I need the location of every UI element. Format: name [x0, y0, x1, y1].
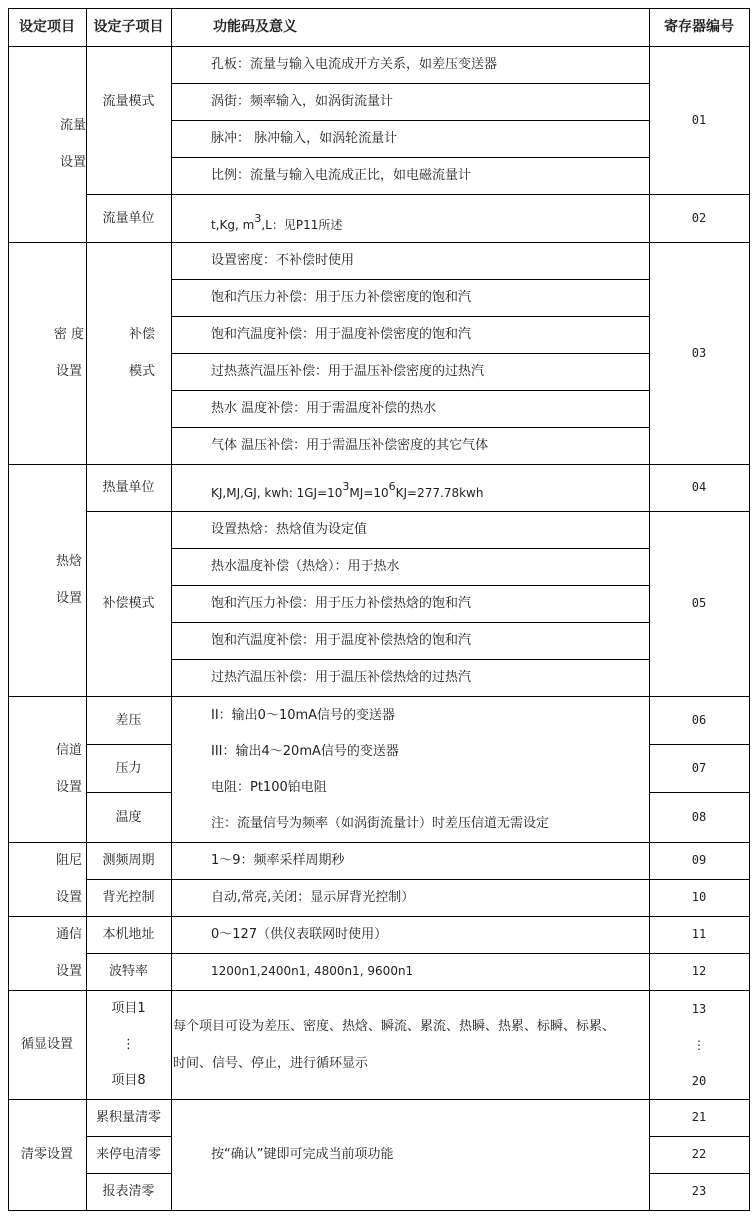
enthalpy-option: 过热汽温压补偿：用于温压补偿热焓的过热汽 — [211, 670, 472, 685]
cycle-description-line2: 时间、信号、停止，进行循环显示 — [173, 1056, 369, 1071]
damping-register: 09 — [691, 853, 707, 867]
enthalpy-mode-register: 05 — [691, 596, 707, 610]
grid-line — [86, 194, 750, 195]
channel-line: 电阻：Pt100铂电阻 — [211, 780, 327, 795]
address-description: 0～127（供仪表联网时使用） — [211, 927, 388, 942]
density-option: 气体 温压补偿：用于需温压补偿密度的其它气体 — [211, 438, 489, 453]
grid-line — [8, 464, 750, 465]
grid-line — [86, 792, 172, 793]
channel-line: II：输出0～10mA信号的变送器 — [211, 708, 396, 723]
grid-line — [171, 157, 650, 158]
grid-line — [8, 696, 750, 697]
clear-register-21: 21 — [691, 1110, 707, 1124]
cycle-register-last: 20 — [691, 1073, 707, 1088]
enthalpy-label-line2: 设置 — [55, 591, 82, 606]
flow-unit-superscript: 3 — [254, 211, 262, 225]
cycle-registers — [649, 990, 749, 1099]
grid-line — [649, 8, 650, 1211]
grid-line — [8, 1210, 750, 1211]
channel-register-07: 07 — [691, 760, 707, 775]
heat-unit-description — [171, 464, 649, 511]
grid-line — [86, 511, 750, 512]
enthalpy-label-line1: 热焓 — [55, 554, 82, 569]
grid-line — [8, 842, 750, 843]
channel-register-06: 06 — [691, 712, 707, 727]
cycle-description — [171, 1008, 649, 1082]
flow-mode-option: 孔板：流量与输入电流成开方关系，如差压变送器 — [211, 57, 498, 72]
damping-label-line1: 阻尼 — [55, 853, 82, 868]
cycle-description-line1: 每个项目可设为差压、密度、热焓、瞬流、累流、热瞬、热累、标瞬、标累、 — [173, 1019, 616, 1034]
density-option: 设置密度：不补偿时使用 — [211, 253, 355, 268]
clear-register-22: 22 — [691, 1147, 707, 1161]
cycle-item-first: 项目1 — [111, 1000, 146, 1016]
enthalpy-option: 饱和汽压力补偿：用于压力补偿热焓的饱和汽 — [211, 596, 472, 611]
flow-unit-text: t,Kg, m — [211, 217, 255, 232]
channel-sub-diff-pressure: 差压 — [115, 712, 142, 728]
header-function-code: 功能码及意义 — [213, 18, 297, 35]
grid-line — [86, 1173, 172, 1174]
grid-line — [171, 279, 650, 280]
grid-line — [86, 8, 87, 1211]
grid-line — [8, 8, 750, 9]
grid-line — [8, 916, 750, 917]
density-register: 03 — [691, 345, 707, 360]
cycle-item-last: 项目8 — [111, 1072, 146, 1088]
cycle-item-ellipsis: ⋮ — [122, 1036, 135, 1052]
comm-label-line1: 通信 — [55, 927, 82, 942]
grid-line — [86, 879, 750, 880]
grid-line — [171, 353, 650, 354]
density-sub-line1: 补偿 — [128, 327, 155, 342]
flow-mode-option: 脉冲： 脉冲输入，如涡轮流量计 — [211, 131, 398, 146]
flow-label-line2: 设置 — [59, 155, 86, 170]
enthalpy-option: 饱和汽温度补偿：用于温度补偿热焓的饱和汽 — [211, 633, 472, 648]
grid-line — [171, 8, 172, 1211]
clear-sub-power-outage: 来停电清零 — [95, 1147, 161, 1162]
grid-line — [171, 83, 650, 84]
density-option: 热水 温度补偿：用于需温度补偿的热水 — [211, 401, 437, 416]
channel-label-line2: 设置 — [55, 780, 82, 795]
channel-sub-temperature: 温度 — [115, 809, 142, 825]
enthalpy-option: 设置热焓：热焓值为设定值 — [211, 522, 368, 537]
clear-sub-accumulated: 累积量清零 — [95, 1110, 161, 1125]
channel-register-08: 08 — [691, 809, 707, 824]
heat-unit-label: 热量单位 — [102, 480, 155, 495]
channel-note: 注：流量信号为频率（如涡街流量计）时差压信道无需设定 — [211, 816, 550, 831]
header-setting-item: 设定项目 — [19, 18, 75, 35]
heat-unit-text-2: MJ=10 — [349, 486, 389, 500]
clear-sub-report: 报表清零 — [102, 1184, 155, 1199]
header-register-number: 寄存器编号 — [664, 18, 734, 35]
grid-line — [8, 990, 750, 991]
baud-sub-label: 波特率 — [108, 964, 148, 979]
grid-line — [649, 1136, 750, 1137]
baud-register: 12 — [691, 964, 707, 978]
density-option: 过热蒸汽温压补偿：用于温压补偿密度的过热汽 — [211, 364, 485, 379]
cycle-register-ellipsis: ⋮ — [693, 1037, 705, 1052]
flow-mode-option: 涡街：频率输入，如涡街流量计 — [211, 94, 394, 109]
grid-line — [171, 120, 650, 121]
channel-line: III：输出4～20mA信号的变送器 — [211, 744, 399, 759]
density-sub-line2: 模式 — [128, 364, 155, 379]
channel-sub-pressure: 压力 — [115, 760, 142, 776]
heat-unit-superscript-1: 3 — [342, 480, 350, 493]
flow-mode-label: 流量模式 — [102, 93, 155, 109]
address-register: 11 — [691, 927, 707, 941]
grid-line — [86, 953, 750, 954]
grid-line — [8, 242, 750, 243]
grid-line — [171, 427, 650, 428]
grid-line — [171, 390, 650, 391]
cycle-register-first: 13 — [691, 1001, 707, 1016]
enthalpy-mode-label: 补偿模式 — [102, 596, 155, 611]
grid-line — [8, 46, 750, 47]
grid-line — [171, 659, 650, 660]
density-option: 饱和汽温度补偿：用于温度补偿密度的饱和汽 — [211, 327, 472, 342]
grid-line — [8, 8, 9, 1211]
grid-line — [86, 1136, 172, 1137]
flow-unit-register: 02 — [691, 210, 707, 225]
grid-line — [649, 792, 750, 793]
density-label-line1: 密 度 — [53, 327, 85, 342]
header-sub-item: 设定子项目 — [93, 18, 164, 35]
grid-line — [171, 585, 650, 586]
channel-label-line1: 信道 — [55, 743, 82, 758]
cycle-display-label: 循显设置 — [20, 1037, 73, 1052]
heat-unit-superscript-2: 6 — [388, 480, 396, 493]
grid-line — [86, 744, 172, 745]
comm-label-line2: 设置 — [55, 964, 82, 979]
backlight-description: 自动,常亮,关闭：显示屏背光控制） — [211, 890, 415, 905]
backlight-sub-label: 背光控制 — [102, 890, 155, 905]
heat-unit-text-3: KJ=277.78kwh — [395, 486, 484, 500]
grid-line — [171, 316, 650, 317]
backlight-register: 10 — [691, 890, 707, 904]
flow-mode-option: 比例：流量与输入电流成正比，如电磁流量计 — [211, 168, 472, 183]
flow-unit-label: 流量单位 — [102, 210, 155, 226]
flow-unit-description — [171, 194, 649, 242]
cycle-items-label — [86, 990, 171, 1099]
address-sub-label: 本机地址 — [102, 927, 155, 942]
grid-line — [8, 1099, 750, 1100]
flow-mode-register: 01 — [691, 112, 707, 127]
clear-description: 按“确认”键即可完成当前项功能 — [211, 1147, 394, 1162]
grid-line — [171, 548, 650, 549]
heat-unit-register: 04 — [691, 480, 707, 494]
grid-line — [171, 622, 650, 623]
heat-unit-text-1: KJ,MJ,GJ, kwh: 1GJ=10 — [211, 486, 343, 500]
density-label-line2: 设置 — [55, 364, 82, 379]
damping-sub-label: 测频周期 — [102, 853, 155, 868]
damping-label-line2: 设置 — [55, 890, 82, 905]
grid-line — [749, 8, 750, 1211]
damping-description: 1～9：频率采样周期秒 — [211, 853, 345, 868]
grid-line — [649, 744, 750, 745]
flow-label-line1: 流量 — [59, 118, 86, 133]
baud-description: 1200n1,2400n1, 4800n1, 9600n1 — [211, 964, 414, 978]
clear-register-23: 23 — [691, 1184, 707, 1198]
flow-unit-text-after: ,L：见P11所述 — [261, 217, 343, 232]
density-option: 饱和汽压力补偿：用于压力补偿密度的饱和汽 — [211, 290, 472, 305]
enthalpy-option: 热水温度补偿（热焓）：用于热水 — [211, 559, 400, 574]
clear-settings-label: 清零设置 — [20, 1147, 73, 1162]
grid-line — [649, 1173, 750, 1174]
